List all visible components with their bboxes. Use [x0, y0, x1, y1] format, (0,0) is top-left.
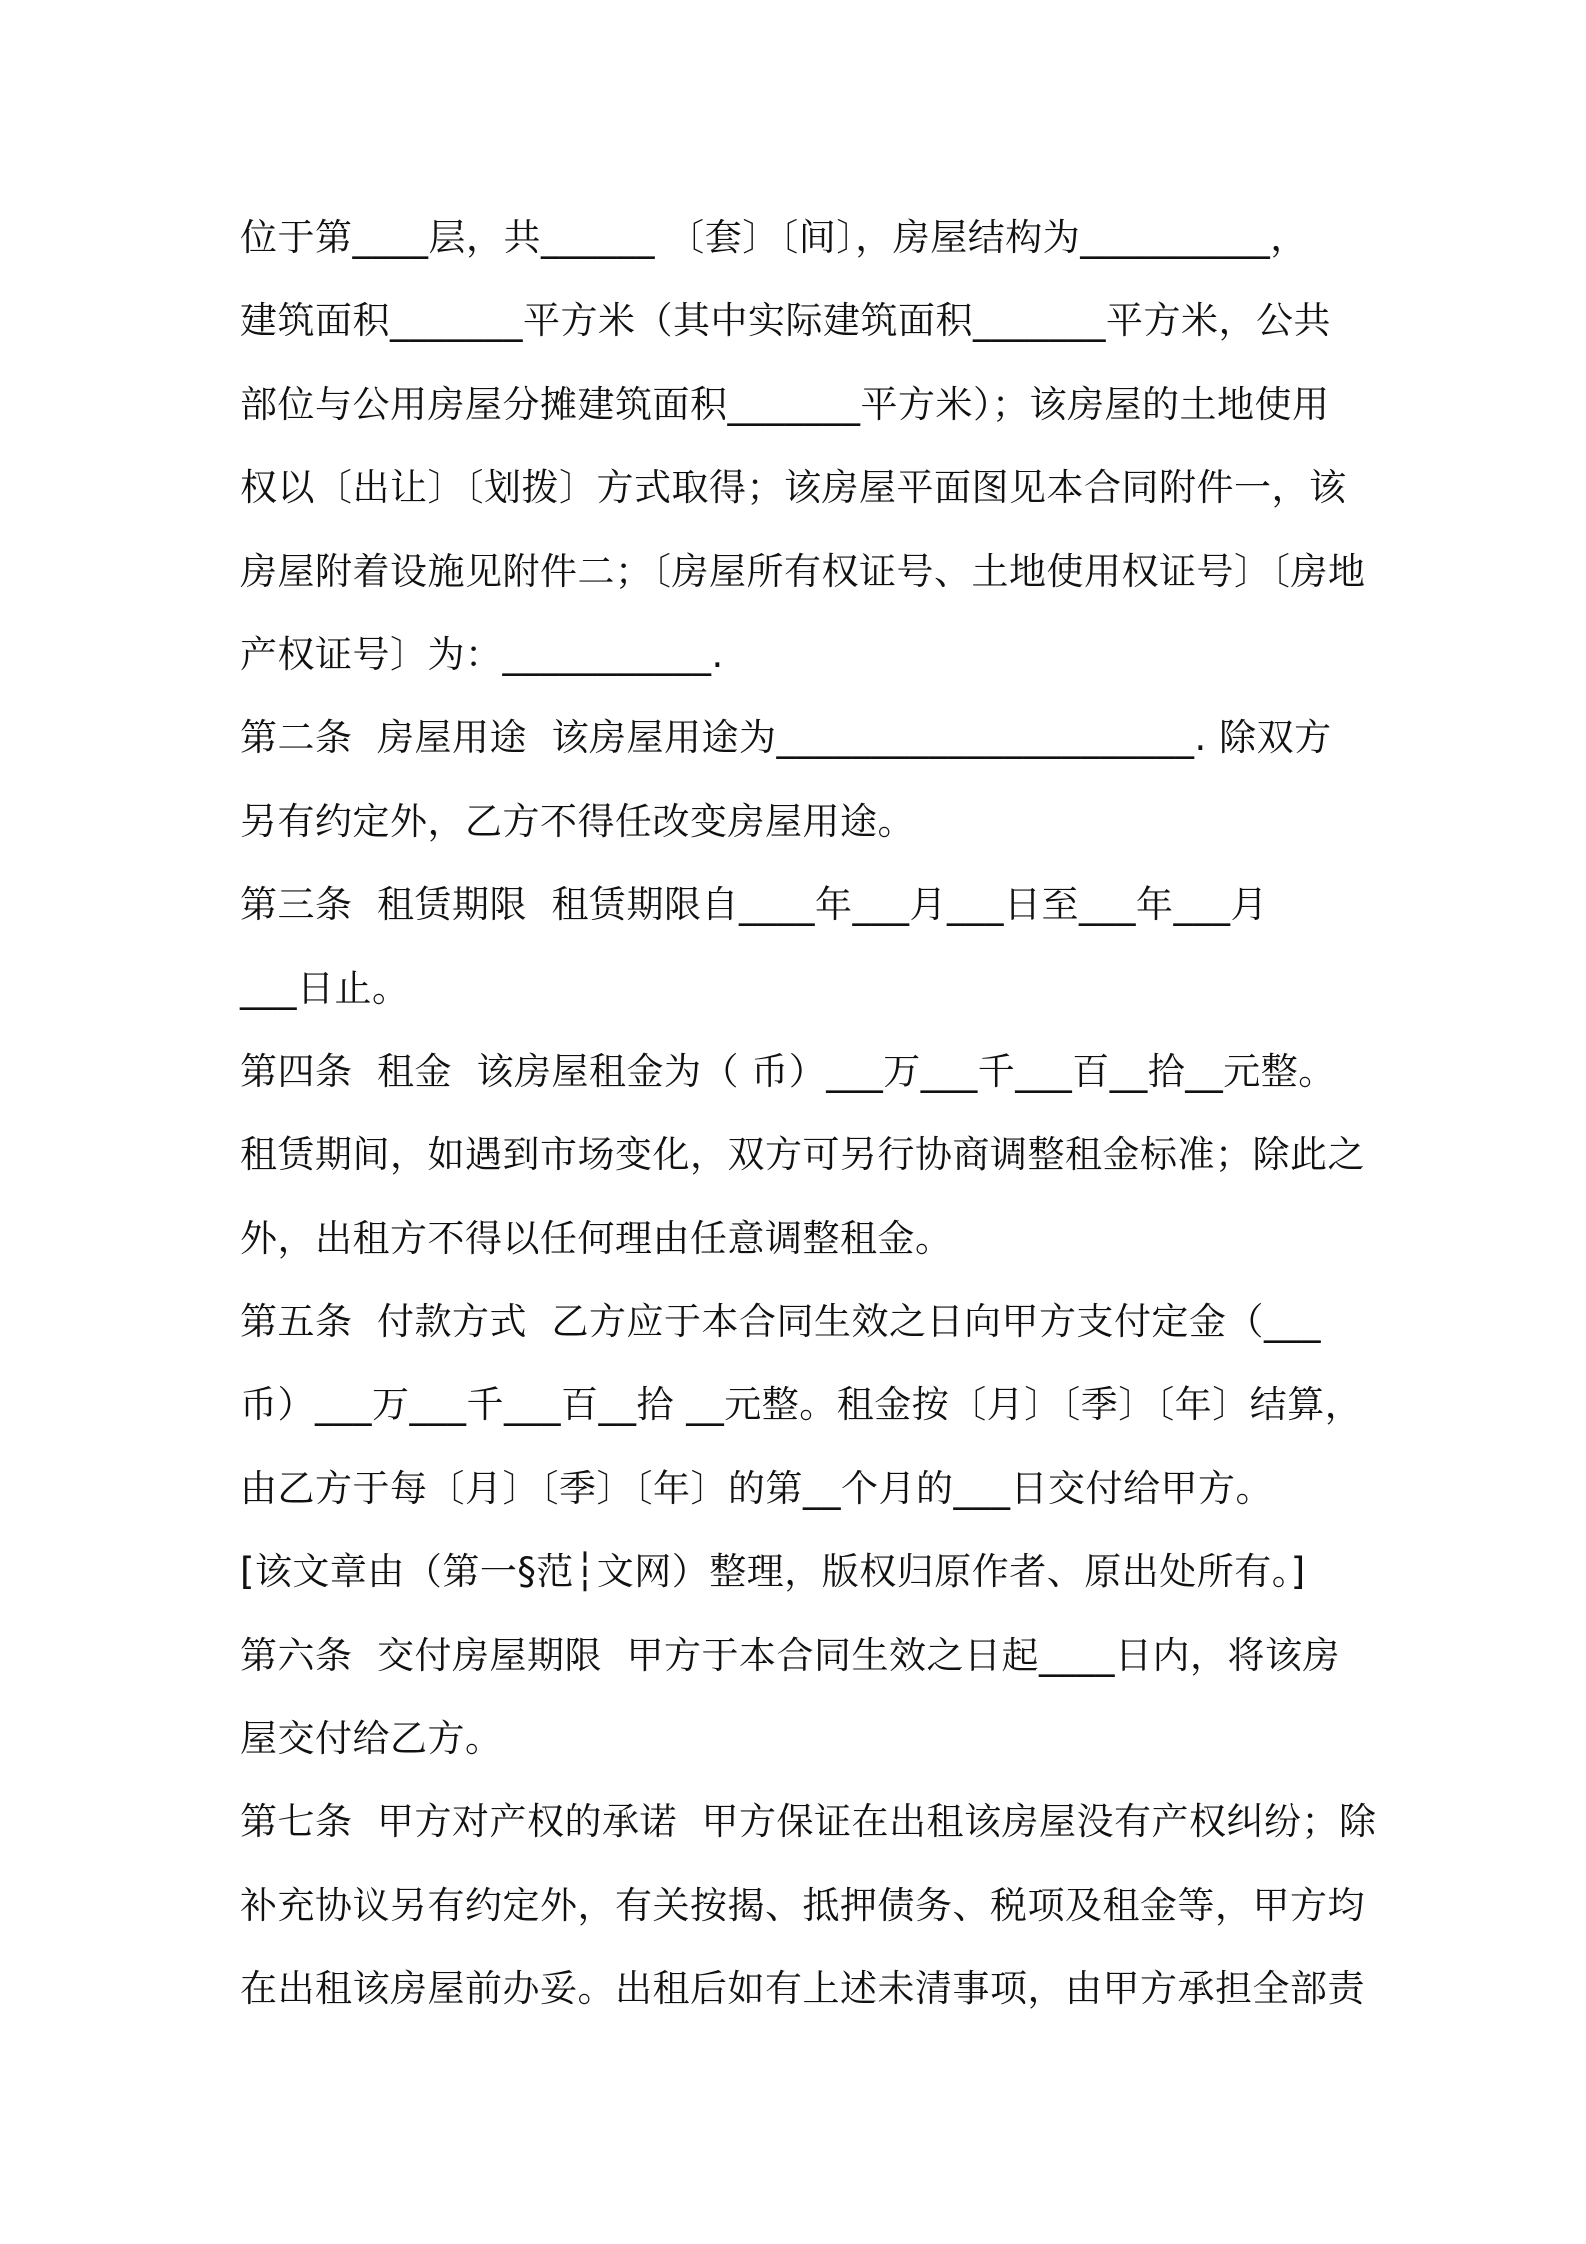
document-body: [240, 196, 1377, 2031]
text-line: 由乙方于每〔月〕〔季〕〔年〕的第__个月的___日交付给甲方。: [240, 1466, 1273, 1510]
article-5-line: 第五条 付款方式 乙方应于本合同生效之日向甲方支付定金（___: [240, 1300, 1322, 1344]
text-line: 外，出租方不得以任何理由任意调整租金。: [240, 1216, 953, 1260]
article-6-line: 第六条 交付房屋期限 甲方于本合同生效之日起____日内，将该房: [240, 1633, 1341, 1677]
copyright-note: [该文章由（第一§范┆文网）整理，版权归原作者、原出处所有。]: [240, 1550, 1306, 1594]
article-2-line: 第二条 房屋用途 该房屋用途为______________________. 除双方: [240, 716, 1332, 760]
text-line: 建筑面积_______平方米（其中实际建筑面积_______平方米，公共: [240, 299, 1331, 343]
text-line: 部位与公用房屋分摊建筑面积_______平方米）；该房屋的土地使用: [240, 382, 1330, 426]
text-line: 补充协议另有约定外，有关按揭、抵押债务、税项及租金等，甲方均: [240, 1883, 1365, 1927]
text-line: 另有约定外，乙方不得任改变房屋用途。: [240, 799, 915, 843]
text-line: 位于第____层，共______ 〔套〕〔间〕，房屋结构为__________，: [240, 216, 1308, 259]
text-line: 币）___万___千___百__拾 __元整。租金按〔月〕〔季〕〔年〕结算，: [240, 1383, 1363, 1427]
text-line: 房屋附着设施见附件二；〔房屋所有权证号、土地使用权证号〕〔房地: [240, 549, 1366, 593]
text-line: 产权证号〕为：___________.: [240, 632, 724, 676]
text-line: 租赁期间，如遇到市场变化，双方可另行协商调整租金标准；除此之: [240, 1133, 1365, 1177]
text-line: 在出租该房屋前办妥。出租后如有上述未清事项，由甲方承担全部责: [240, 1967, 1365, 2011]
text-line: 权以〔出让〕〔划拨〕方式取得；该房屋平面图见本合同附件一，该: [240, 466, 1347, 510]
article-4-line: 第四条 租金 该房屋租金为（ 币）___万___千___百__拾__元整。: [240, 1049, 1336, 1093]
article-3-line: 第三条 租赁期限 租赁期限自____年___月___日至___年___月: [240, 883, 1269, 927]
text-line: 屋交付给乙方。: [240, 1717, 503, 1761]
article-7-line: 第七条 甲方对产权的承诺 甲方保证在出租该房屋没有产权纠纷；除: [240, 1800, 1377, 1844]
text-line: ___日止。: [240, 966, 410, 1010]
